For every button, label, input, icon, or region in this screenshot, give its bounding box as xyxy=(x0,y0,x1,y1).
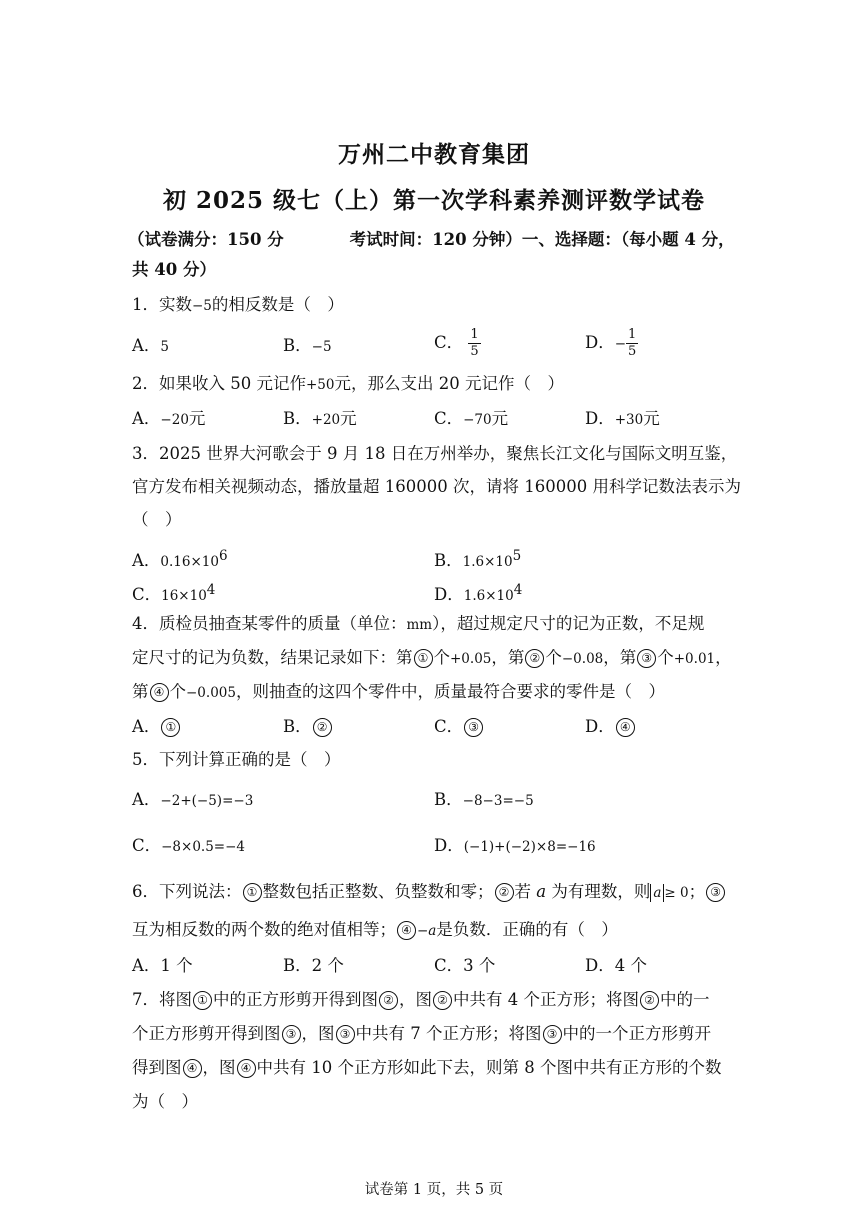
question-5-stem: 5．下列计算正确的是（ ） xyxy=(132,750,341,769)
option-label: C． xyxy=(132,585,162,604)
question-2-stem xyxy=(132,372,564,397)
q2-text-b: 元，那么支出 20 元记作（ ） xyxy=(334,374,564,393)
q5-option-b xyxy=(434,788,534,813)
question-3-line3: （ ） xyxy=(132,510,182,529)
q4-value: −0.005 xyxy=(186,685,236,701)
circled-number: ④ xyxy=(237,1059,256,1078)
circled-number: ③ xyxy=(282,1025,301,1044)
question-6-line1 xyxy=(132,880,726,905)
q7-text: ，图 xyxy=(202,1058,236,1077)
q2-option-c xyxy=(434,407,508,432)
option-label: D． xyxy=(434,585,464,604)
q6-text: 若 xyxy=(514,882,537,901)
exam-info-line2: 共 40 分） xyxy=(132,260,216,279)
circled-number: ③ xyxy=(706,883,725,902)
q6-option-c xyxy=(434,954,495,978)
option-label: C． xyxy=(434,333,464,352)
circled-number: ① xyxy=(414,649,433,668)
q2-option-a xyxy=(132,407,205,432)
option-label: B． xyxy=(283,336,312,355)
option-base: 0.16×10 xyxy=(160,554,219,570)
question-7-line3 xyxy=(132,1056,721,1080)
q4-option-b xyxy=(283,715,333,739)
q7-text: 7．将图 xyxy=(132,990,192,1009)
q7-text: 个正方形剪开得到图 xyxy=(132,1024,281,1043)
inequality: ≥ 0 xyxy=(664,885,689,901)
question-4-line2 xyxy=(132,646,732,671)
option-label: B． xyxy=(283,956,312,975)
negative-a: −a xyxy=(417,923,437,939)
fraction-denominator: 5 xyxy=(470,344,479,359)
q4-text: 4．质检员抽查某零件的质量（单位： xyxy=(132,614,407,633)
q4-text: 个 xyxy=(433,648,450,667)
option-label: A． xyxy=(132,717,161,736)
option-label: D． xyxy=(585,717,615,736)
option-exponent: 4 xyxy=(206,582,216,598)
circled-number: ② xyxy=(313,718,332,737)
option-unit: 元 xyxy=(643,409,660,428)
q4-text: ），超过规定尺寸的记为正数，不足规 xyxy=(432,614,705,633)
option-value: +30 xyxy=(614,412,644,428)
option-label: B． xyxy=(283,409,312,428)
circled-number: ② xyxy=(379,991,398,1010)
option-expression: −8×0.5=−4 xyxy=(161,839,246,855)
option-label: A． xyxy=(132,409,161,428)
option-value: 2 个 xyxy=(311,956,344,975)
question-1-stem xyxy=(132,293,344,318)
fraction-denominator: 5 xyxy=(628,344,637,359)
question-7-line2 xyxy=(132,1022,711,1046)
q4-text: 定尺寸的记为负数，结果记录如下：第 xyxy=(132,648,413,667)
q1-option-d xyxy=(585,327,638,360)
circled-number: ③ xyxy=(543,1025,562,1044)
q3-option-c xyxy=(132,578,215,608)
option-unit: 元 xyxy=(340,409,357,428)
option-expression: (−1)+(−2)×8=−16 xyxy=(463,839,596,855)
circled-number: ② xyxy=(433,991,452,1010)
option-value: −5 xyxy=(311,339,332,355)
q1-option-a xyxy=(132,334,169,359)
q6-option-d xyxy=(585,954,647,978)
question-7-line1 xyxy=(132,988,710,1012)
option-exponent: 4 xyxy=(513,582,523,598)
circled-number: ④ xyxy=(183,1059,202,1078)
option-value: −70 xyxy=(463,412,492,428)
q7-text: 中的一个正方形剪开 xyxy=(562,1024,711,1043)
circled-number: ② xyxy=(495,883,514,902)
fraction-numerator: 1 xyxy=(470,327,479,342)
q2-option-d xyxy=(585,407,660,432)
option-label: B． xyxy=(283,717,312,736)
page-footer: 试卷第 1 页，共 5 页 xyxy=(364,1182,504,1198)
option-value: 1 个 xyxy=(160,956,193,975)
option-label: C． xyxy=(132,836,162,855)
circled-number: ② xyxy=(640,991,659,1010)
q4-unit: mm xyxy=(406,617,433,633)
option-label: D． xyxy=(585,333,615,352)
variable-a: a xyxy=(653,885,662,901)
option-label: A． xyxy=(132,956,161,975)
q4-text: 第 xyxy=(132,682,149,701)
option-value: 5 xyxy=(160,339,170,355)
q7-text: ，图 xyxy=(301,1024,335,1043)
q6-text: ； xyxy=(688,882,706,901)
option-label: D． xyxy=(585,956,615,975)
question-6-line2 xyxy=(132,918,618,943)
circled-number: ① xyxy=(161,718,180,737)
option-unit: 元 xyxy=(491,409,509,428)
circled-number: ② xyxy=(525,649,544,668)
q4-option-a xyxy=(132,715,181,739)
circled-number: ④ xyxy=(150,683,169,702)
q4-text: 个 xyxy=(657,648,674,667)
q5-option-d xyxy=(434,834,596,859)
option-label: A． xyxy=(132,790,161,809)
variable-a: a xyxy=(536,882,547,901)
q7-text: 中共有 7 个正方形；将图 xyxy=(355,1024,542,1043)
q7-text: 中的正方形剪开得到图 xyxy=(213,990,378,1009)
option-expression: −2+(−5)=−3 xyxy=(160,793,254,809)
circled-number: ① xyxy=(243,883,262,902)
q1-math: −5 xyxy=(192,298,212,314)
option-label: A． xyxy=(132,336,161,355)
fraction xyxy=(626,327,638,360)
exam-info-line1: （试卷满分：150 分 考试时间：120 分钟）一、选择题：（每小题 4 分， xyxy=(128,230,735,249)
q1-text-a: 1．实数 xyxy=(132,295,192,314)
q7-text: 中共有 4 个正方形；将图 xyxy=(453,990,639,1009)
question-3-line1: 3．2025 世界大河歌会于 9 月 18 日在万州举办，聚焦长江文化与国际文明互鉴， xyxy=(132,444,738,463)
option-label: D． xyxy=(434,836,464,855)
q5-option-c xyxy=(132,834,245,859)
q6-text: 是负数．正确的有（ ） xyxy=(436,920,618,939)
q4-text: 个 xyxy=(169,682,186,701)
option-label: B． xyxy=(434,551,463,570)
q3-option-b xyxy=(434,544,521,574)
q6-text: 为有理数，则 xyxy=(546,882,651,901)
q3-option-a xyxy=(132,544,228,574)
q1-option-b xyxy=(283,334,332,359)
question-7-line4: 为（ ） xyxy=(132,1092,198,1111)
q1-text-b: 的相反数是（ ） xyxy=(211,295,344,314)
circled-number: ③ xyxy=(336,1025,355,1044)
q2-option-b xyxy=(283,407,357,432)
q4-value: +0.05 xyxy=(450,651,492,667)
q5-option-a xyxy=(132,788,253,813)
option-label: A． xyxy=(132,551,161,570)
option-label: C． xyxy=(434,717,464,736)
q2-math: +50 xyxy=(305,377,335,393)
option-unit: 元 xyxy=(188,409,206,428)
circled-number: ③ xyxy=(637,649,656,668)
q7-text: 中的一 xyxy=(660,990,710,1009)
option-label: C． xyxy=(434,409,464,428)
q2-text-a: 2．如果收入 50 元记作 xyxy=(132,374,306,393)
circled-number: ④ xyxy=(397,921,416,940)
q4-value: −0.08 xyxy=(561,651,604,667)
q4-option-d xyxy=(585,715,636,739)
option-expression: −8−3=−5 xyxy=(462,793,534,809)
q4-text: ， xyxy=(715,648,732,667)
circled-number: ③ xyxy=(464,718,483,737)
option-value: +20 xyxy=(311,412,341,428)
q7-text: 得到图 xyxy=(132,1058,182,1077)
fraction xyxy=(468,327,480,360)
q4-text: ，第 xyxy=(603,648,637,667)
circled-number: ④ xyxy=(616,718,635,737)
q6-text: 整数包括正整数、负整数和零； xyxy=(262,882,494,901)
q4-text: ，第 xyxy=(491,648,525,667)
option-label: C． xyxy=(434,956,464,975)
option-value: 4 个 xyxy=(614,956,647,975)
option-value: 3 个 xyxy=(463,956,496,975)
q6-text: 互为相反数的两个数的绝对值相等； xyxy=(132,920,396,939)
q1-option-c xyxy=(434,327,481,360)
q4-value: +0.01 xyxy=(673,651,716,667)
q6-text: 6．下列说法： xyxy=(132,882,242,901)
q7-text: ，图 xyxy=(399,990,432,1009)
question-3-line2: 官方发布相关视频动态，播放量超 160000 次，请将 160000 用科学记数法表示为 xyxy=(132,477,741,496)
absolute-value xyxy=(650,884,664,902)
option-exponent: 6 xyxy=(218,548,228,564)
q7-text: 中共有 10 个正方形如此下去，则第 8 个图中共有正方形的个数 xyxy=(256,1058,722,1077)
question-4-line1 xyxy=(132,612,704,637)
option-label: D． xyxy=(585,409,615,428)
option-label: B． xyxy=(434,790,463,809)
fraction-numerator: 1 xyxy=(628,327,637,342)
q4-option-c xyxy=(434,715,484,739)
option-base: 1.6×10 xyxy=(463,588,514,604)
option-exponent: 5 xyxy=(512,548,522,564)
q6-option-a xyxy=(132,954,193,978)
option-base: 1.6×10 xyxy=(462,554,513,570)
q3-option-d xyxy=(434,578,522,608)
exam-title: 初 2025 级七（上）第一次学科素养测评数学试卷 xyxy=(162,187,706,214)
minus-sign: − xyxy=(614,336,627,352)
school-title: 万州二中教育集团 xyxy=(338,141,530,168)
q4-text: ，则抽查的这四个零件中，质量最符合要求的零件是（ ） xyxy=(235,682,665,701)
q4-text: 个 xyxy=(545,648,562,667)
circled-number: ① xyxy=(193,991,212,1010)
question-4-line3 xyxy=(132,680,665,705)
option-base: 16×10 xyxy=(161,588,207,604)
q6-option-b xyxy=(283,954,344,978)
option-value: −20 xyxy=(160,412,189,428)
